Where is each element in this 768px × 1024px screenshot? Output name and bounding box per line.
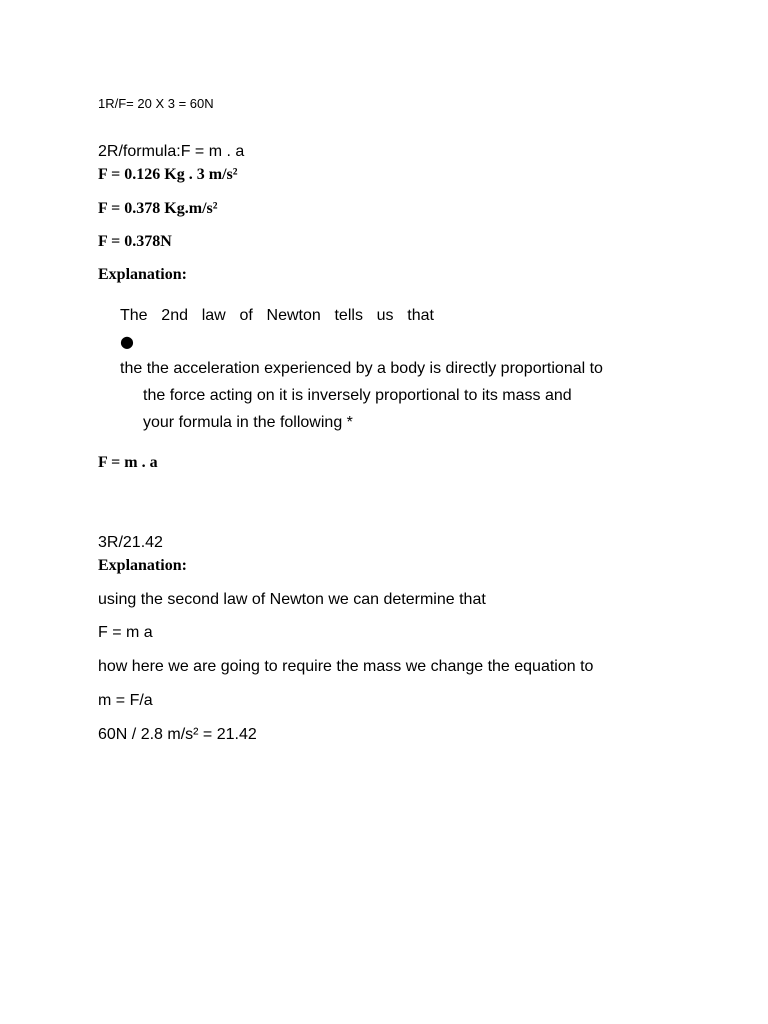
answer-2-step-3: F = 0.378N [98,233,172,250]
answer-3-explanation-label: Explanation: [98,557,187,574]
answer-2-explanation-label: Explanation: [98,266,187,283]
answer-3-line-2: F = m a [98,624,153,641]
newton-paragraph-line-2: the force acting on it is inversely proportional to its mass and [143,387,572,404]
newton-paragraph-line-3: your formula in the following * [143,414,353,431]
intro-word: law [201,307,226,324]
intro-word: us [376,307,394,324]
answer-3-line-4: m = F/a [98,692,153,709]
newton-paragraph-line-1: the the acceleration experienced by a body is directly proportional to [120,360,603,377]
answer-2-formula: F = m . a [98,454,158,471]
intro-word: tells [334,307,363,324]
answer-3-line-5: 60N / 2.8 m/s² = 21.42 [98,726,257,743]
intro-word: Newton [266,307,321,324]
newton-intro-line [120,308,434,324]
answer-3-heading: 3R/21.42 [98,534,163,551]
answer-3-line-3: how here we are going to require the mass we change the equation to [98,658,594,675]
answer-2-heading: 2R/formula:F = m . a [98,143,245,160]
intro-word: that [407,307,434,324]
bullet-icon: ● [120,332,134,351]
answer-2-step-2: F = 0.378 Kg.m/s² [98,200,218,217]
intro-word: 2nd [161,307,188,324]
intro-word: of [239,307,253,324]
intro-word: The [120,307,148,324]
answer-3-line-1: using the second law of Newton we can determine that [98,591,486,608]
answer-2-step-1: F = 0.126 Kg . 3 m/s² [98,166,238,183]
answer-1-text: 1R/F= 20 X 3 = 60N [98,96,214,111]
